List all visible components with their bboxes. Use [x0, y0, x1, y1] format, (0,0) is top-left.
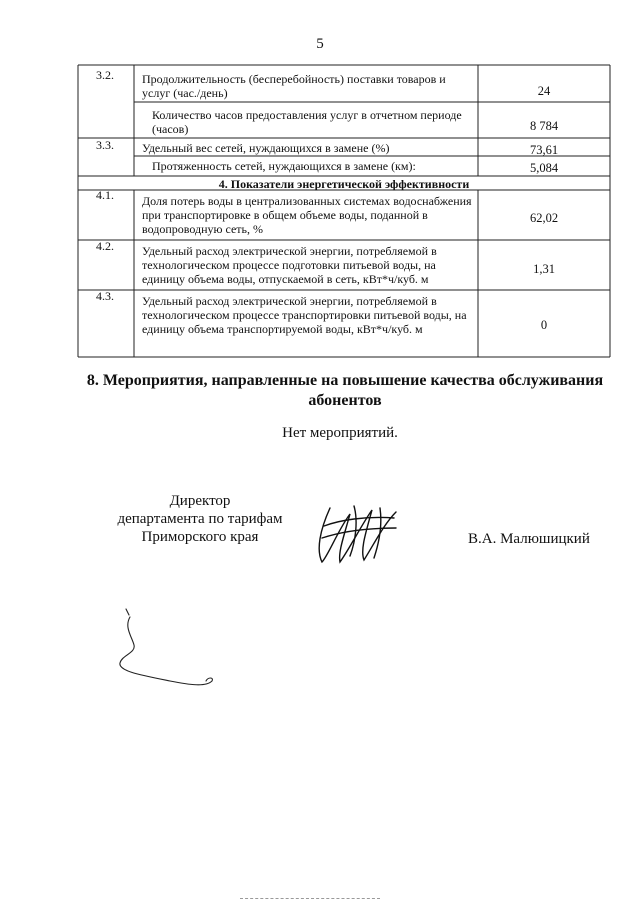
handwritten-signature — [310, 500, 410, 570]
section-title: 8. Мероприятия, направленные на повышение качества обслуживания абонентов — [86, 372, 604, 409]
row-number: 3.3. — [96, 138, 114, 152]
signatory-title — [70, 492, 330, 546]
row-value: 1,31 — [533, 262, 555, 276]
row-label: Количество часов предоставления услуг в отчетном периоде (часов) — [152, 108, 462, 136]
row-label: Продолжительность (бесперебойность) поставки товаров и услуг (час./день) — [142, 72, 446, 100]
row-value: 5,084 — [529, 161, 559, 175]
row-value: 0 — [540, 318, 548, 332]
row-label: Протяженность сетей, нуждающихся в замене (км): — [152, 159, 416, 173]
row-label: Доля потерь воды в централизованных системах водоснабжения при транспортировке в общем объеме воды, поданной в водопроводную сеть, % — [142, 194, 472, 236]
scan-artifact-line — [240, 898, 380, 900]
row-value: 62,02 — [529, 211, 559, 225]
signatory-title-line: департамента по тарифам — [117, 511, 283, 527]
row-value: 73,61 — [529, 143, 559, 157]
handwritten-mark — [110, 605, 225, 695]
row-value: 24 — [537, 84, 551, 98]
row-label: Удельный вес сетей, нуждающихся в замене (%) — [142, 141, 390, 155]
row-number: 4.3. — [96, 289, 114, 303]
page-number: 5 — [316, 36, 324, 52]
signatory-title-line: Директор — [169, 493, 231, 509]
row-value: 8 784 — [529, 119, 559, 133]
row-number: 4.1. — [96, 188, 114, 202]
row-label: Удельный расход электрической энергии, потребляемой в технологическом процессе транспортировки питьевой воды, на единицу объема транспортируемой воды, кВт*ч/куб. м — [142, 294, 467, 336]
row-number: 3.2. — [96, 68, 114, 82]
row-label: Удельный расход электрической энергии, потребляемой в технологическом процессе подготовки питьевой воды, на единицу объема воды, отпускаемой в сеть, кВт*ч/куб. м — [142, 244, 437, 286]
signatory-title-line: Приморского края — [141, 529, 259, 545]
row-number: 4.2. — [96, 239, 114, 253]
signatory-name: В.А. Малюшицкий — [468, 531, 590, 547]
table-section-heading: 4. Показатели энергетической эффективности — [218, 177, 470, 191]
section-body: Нет мероприятий. — [282, 425, 398, 441]
